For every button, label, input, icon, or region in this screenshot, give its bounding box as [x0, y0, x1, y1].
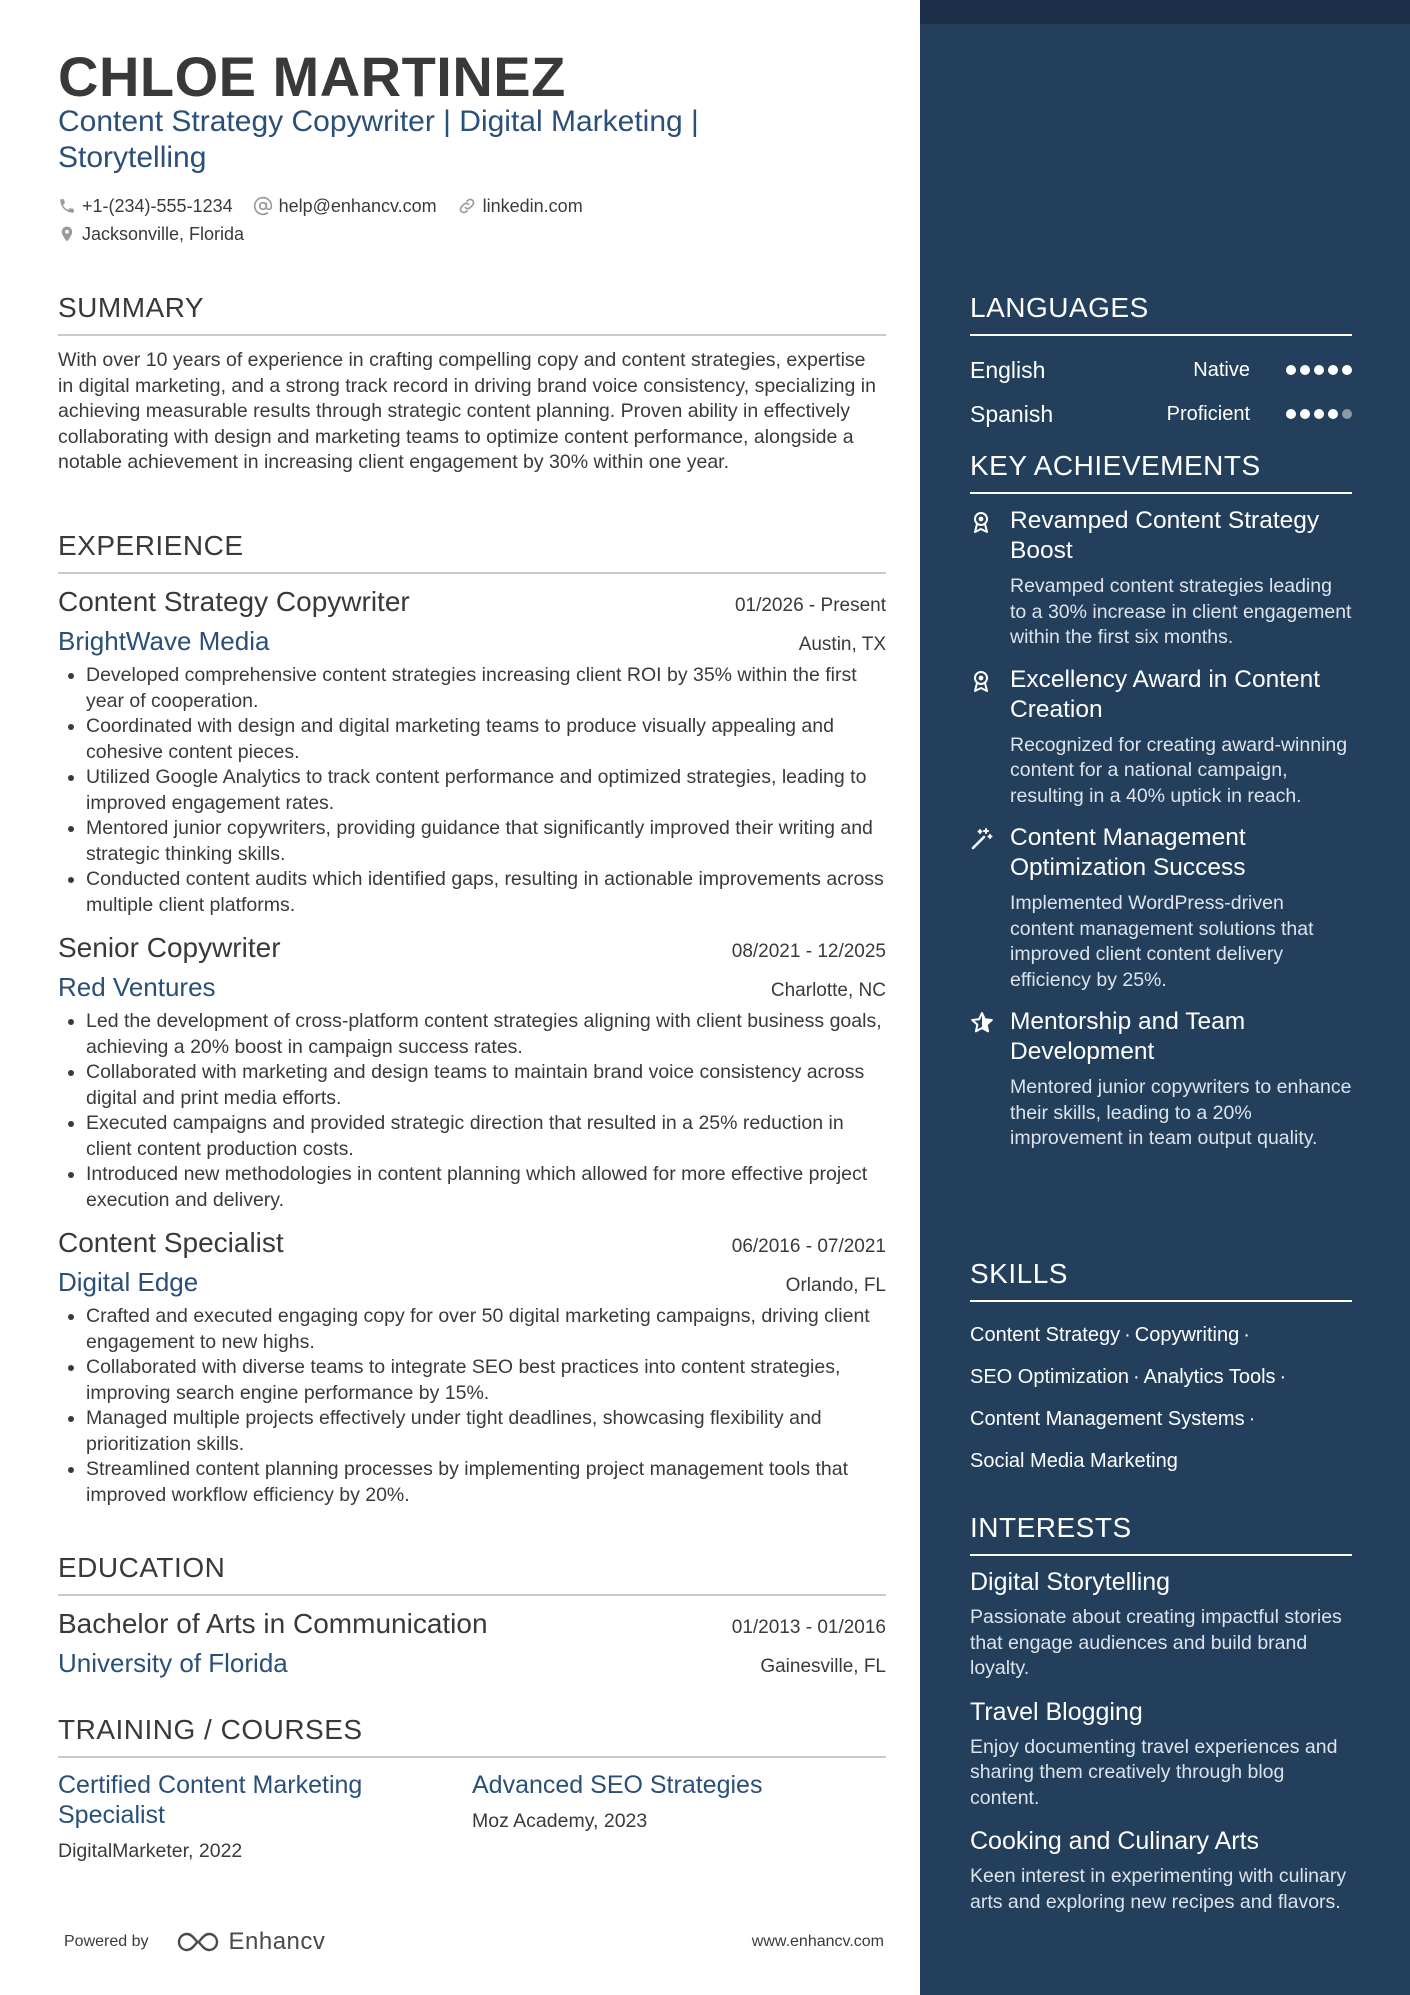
job-title: Senior Copywriter	[58, 932, 281, 963]
course-meta: Moz Academy, 2023	[472, 1810, 648, 1832]
job-bullet: • Introduced new methodologies in content planning which allowed for more effective project execution and delivery.	[86, 1162, 886, 1213]
job-title: Content Strategy Copywriter	[58, 586, 410, 617]
award-ribbon-icon	[970, 510, 992, 534]
award-ribbon-icon	[970, 669, 992, 693]
skill-item: Copywriting	[1134, 1324, 1240, 1346]
languages-section	[970, 292, 1352, 436]
interest-desc: Keen interest in experimenting with culinary arts and exploring new recipes and flavors.	[970, 1865, 1347, 1913]
language-rating	[1282, 365, 1352, 375]
interests-section	[970, 1512, 1352, 1931]
training-title: TRAINING / COURSES	[58, 1714, 886, 1758]
site-link[interactable]: www.enhancv.com	[751, 1933, 884, 1950]
summary-section	[58, 292, 886, 476]
job-bullet: • Coordinated with design and digital marketing teams to produce visually appealing and cohesive content pieces.	[86, 714, 886, 765]
job-bullets	[58, 1009, 886, 1213]
footer	[64, 1928, 884, 1956]
education-location: Gainesville, FL	[760, 1656, 886, 1677]
rating-dot	[1314, 409, 1324, 419]
interest-item	[970, 1827, 1352, 1915]
job-bullet: • Collaborated with diverse teams to integrate SEO best practices into content strategies, improving search engine performance by 15%.	[86, 1355, 886, 1406]
location-pin-icon	[58, 225, 76, 243]
job-title: Content Specialist	[58, 1227, 284, 1258]
job-location: Austin, TX	[798, 634, 886, 655]
course-entry	[472, 1770, 886, 1863]
language-name: Spanish	[970, 400, 1054, 427]
job-company: Digital Edge	[58, 1267, 199, 1297]
job-location: Charlotte, NC	[770, 980, 886, 1001]
achievement-title: Content Management Optimization Success	[1010, 824, 1246, 881]
linkedin-item[interactable]	[457, 196, 583, 217]
infinity-logo-icon	[175, 1930, 221, 1954]
brand-text: Enhancv	[228, 1928, 326, 1955]
sidebar	[920, 0, 1410, 1995]
job-bullet: • Crafted and executed engaging copy for over 50 digital marketing campaigns, driving client engagement to new highs.	[86, 1304, 886, 1355]
school: University of Florida	[58, 1648, 288, 1678]
job-entry	[58, 586, 886, 918]
job-bullets	[58, 663, 886, 918]
job-bullets	[58, 1304, 886, 1508]
skills-section: SKILLS Content Strategy · Copywriting · SEO Optimization · Analytics Tools · Content Management Systems · Social Media Marketing	[970, 1258, 1352, 1482]
headline-line-1: Content Strategy Copywriter | Digital Marketing |	[58, 105, 699, 138]
email-text[interactable]: help@enhancv.com	[278, 195, 437, 216]
email-item[interactable]	[253, 196, 437, 217]
job-bullet: • Executed campaigns and provided strategic direction that resulted in a 25% reduction in client content production costs.	[86, 1111, 886, 1162]
interest-desc: Passionate about creating impactful stories that engage audiences and build brand loyalty.	[970, 1606, 1342, 1679]
candidate-name: CHLOE MARTINEZ	[58, 45, 566, 108]
interest-title: Digital Storytelling	[970, 1568, 1171, 1596]
achievement-desc: Mentored junior copywriters to enhance their skills, leading to a 20% improvement in team output quality.	[1010, 1076, 1352, 1149]
language-rating	[1282, 409, 1352, 419]
skill-item: Content Strategy	[970, 1324, 1121, 1346]
experience-title: EXPERIENCE	[58, 530, 886, 574]
language-row	[970, 348, 1352, 392]
location-item	[58, 224, 244, 245]
skill-item: SEO Optimization	[970, 1366, 1129, 1388]
summary-title: SUMMARY	[58, 292, 886, 336]
rating-dot	[1314, 365, 1324, 375]
achievement-title: Excellency Award in Content Creation	[1010, 665, 1321, 723]
achievement-title: Revamped Content Strategy Boost	[1010, 507, 1320, 564]
language-level: Proficient	[1166, 402, 1250, 425]
languages-title: LANGUAGES	[970, 292, 1352, 336]
rating-dot	[1300, 365, 1310, 375]
job-bullet: • Led the development of cross-platform content strategies aligning with client business goals, achieving a 20% boost in campaign success rates.	[86, 1009, 886, 1060]
interest-desc: Enjoy documenting travel experiences and sharing them creatively through blog content.	[970, 1735, 1338, 1809]
education-date: 01/2013 - 01/2016	[731, 1617, 886, 1638]
achievements-title: KEY ACHIEVEMENTS	[970, 450, 1352, 494]
at-icon	[253, 196, 273, 216]
job-company: BrightWave Media	[58, 626, 270, 656]
phone-item	[58, 196, 233, 217]
achievement-desc: Revamped content strategies leading to a 30% increase in client engagement within the first six months.	[1010, 575, 1352, 648]
location-text: Jacksonville, Florida	[82, 223, 245, 244]
achievement-desc: Recognized for creating award-winning content for a national campaign, resulting in a 40% uptick in reach.	[1010, 733, 1348, 807]
magic-wand-icon	[970, 827, 994, 851]
education-section	[58, 1552, 886, 1679]
job-bullet: • Mentored junior copywriters, providing guidance that significantly improved their writing and strategic thinking skills.	[86, 816, 886, 867]
language-name: English	[970, 356, 1046, 383]
course-title: Advanced SEO Strategies	[472, 1771, 763, 1799]
education-title: EDUCATION	[58, 1552, 886, 1596]
achievements-section	[970, 450, 1352, 1166]
achievement-title: Mentorship and Team Development	[1010, 1008, 1246, 1065]
rating-dot	[1286, 409, 1296, 419]
experience-section	[58, 530, 886, 1522]
language-level: Native	[1193, 358, 1250, 381]
job-date: 08/2021 - 12/2025	[731, 941, 886, 962]
headline	[58, 104, 778, 176]
star-icon	[970, 1011, 994, 1035]
phone-text: +1-(234)-555-1234	[82, 195, 233, 216]
link-icon	[457, 196, 477, 216]
job-bullet: • Developed comprehensive content strategies increasing client ROI by 35% within the first year of cooperation.	[86, 663, 886, 714]
skill-item: Content Management Systems	[970, 1408, 1245, 1430]
contact-info	[58, 192, 858, 248]
job-date: 01/2026 - Present	[734, 595, 886, 616]
rating-dot	[1342, 365, 1352, 375]
phone-icon	[58, 197, 76, 215]
job-entry	[58, 1227, 886, 1508]
degree: Bachelor of Arts in Communication	[58, 1608, 488, 1639]
job-bullet: • Streamlined content planning processes by implementing project management tools that improved workflow efficiency by 20%.	[86, 1457, 886, 1508]
course-meta: DigitalMarketer, 2022	[58, 1840, 243, 1862]
sidebar-top-bar	[920, 0, 1410, 24]
powered-by-text: Powered by	[64, 1933, 149, 1950]
skills-title: SKILLS	[970, 1258, 1352, 1302]
achievement-item	[970, 506, 1352, 651]
job-bullet: • Collaborated with marketing and design teams to maintain brand voice consistency across digital and print media efforts.	[86, 1060, 886, 1111]
rating-dot	[1328, 409, 1338, 419]
job-bullet: • Managed multiple projects effectively under tight deadlines, showcasing flexibility and prioritization skills.	[86, 1406, 886, 1457]
interest-item	[970, 1568, 1352, 1682]
job-company: Red Ventures	[58, 972, 216, 1002]
interest-title: Travel Blogging	[970, 1697, 1143, 1726]
linkedin-text[interactable]: linkedin.com	[482, 195, 583, 216]
interests-title: INTERESTS	[970, 1512, 1352, 1556]
rating-dot	[1328, 365, 1338, 375]
language-row	[970, 392, 1352, 436]
course-entry	[58, 1770, 472, 1863]
rating-dot	[1342, 409, 1352, 419]
job-bullet: • Utilized Google Analytics to track content performance and optimized strategies, leading to improved engagement rates.	[86, 765, 886, 816]
achievement-desc: Implemented WordPress-driven content management solutions that improved client content delivery efficiency by 25%.	[1010, 892, 1314, 991]
job-location: Orlando, FL	[785, 1275, 886, 1296]
job-bullet: • Conducted content audits which identified gaps, resulting in actionable improvements across multiple client platforms.	[86, 867, 886, 918]
rating-dot	[1286, 365, 1296, 375]
rating-dot	[1300, 409, 1310, 419]
achievement-item	[970, 665, 1352, 810]
interest-title: Cooking and Culinary Arts	[970, 1827, 1260, 1855]
interest-item	[970, 1698, 1352, 1812]
enhancv-logo[interactable]	[175, 1928, 326, 1956]
job-date: 06/2016 - 07/2021	[731, 1236, 886, 1257]
summary-text: With over 10 years of experience in crafting compelling copy and content strategies, expertise in digital marketing, and a strong track record in driving brand voice consistency, specializing in achieving measurable results through strategic content planning. Proven ability in effectively collaborating with design and marketing teams to optimize content performance, alongside a notable achievement in increasing client engagement by 30% within one year.	[58, 349, 876, 473]
training-section	[58, 1714, 886, 1863]
skill-item: Social Media Marketing	[970, 1450, 1178, 1472]
achievement-item	[970, 1007, 1352, 1152]
skill-item: Analytics Tools	[1143, 1366, 1276, 1388]
headline-line-2: Storytelling	[58, 141, 207, 174]
job-entry	[58, 932, 886, 1213]
course-title: Certified Content Marketing Specialist	[58, 1771, 363, 1829]
achievement-item	[970, 823, 1352, 993]
